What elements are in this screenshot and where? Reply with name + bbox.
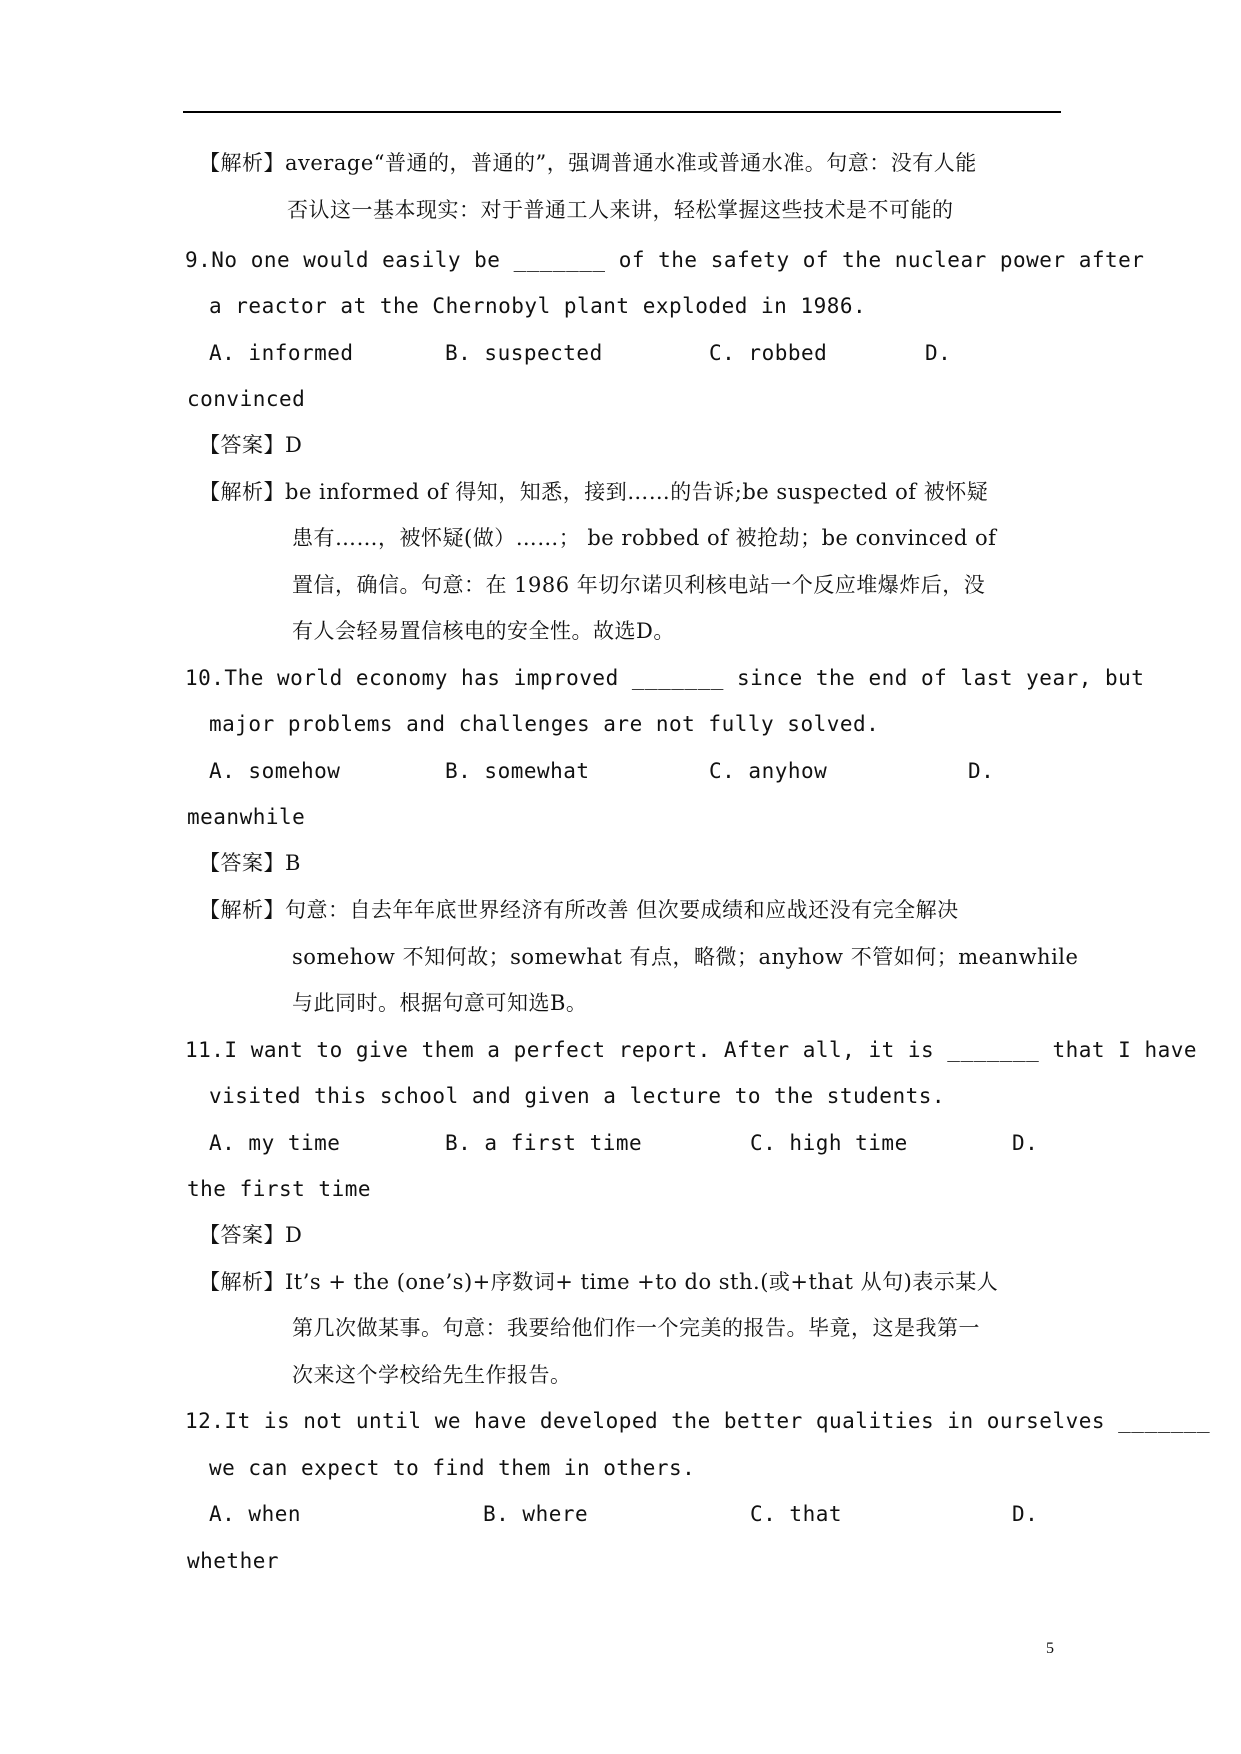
- q12-stem-line1: 12.It is not until we have developed the better qualities in ourselves _______: [185, 1409, 1211, 1433]
- q9-answer: 【答案】D: [199, 433, 303, 457]
- q10-option-c: C. anyhow: [709, 759, 828, 783]
- q10-option-d-text: meanwhile: [187, 805, 306, 829]
- q10-option-a: A. somehow: [209, 759, 341, 783]
- q11-option-a: A. my time: [209, 1131, 341, 1155]
- q9-option-b: B. suspected: [445, 341, 603, 365]
- q8-explanation-line1: 【解析】average“普通的，普通的”，强调普通水准或普通水准。句意：没有人能: [199, 151, 977, 175]
- q10-answer: 【答案】B: [199, 851, 301, 875]
- q9-stem-line2: a reactor at the Chernobyl plant exploded in 1986.: [209, 294, 867, 318]
- q11-stem-line2: visited this school and given a lecture to the students.: [209, 1084, 946, 1108]
- q12-option-b: B. where: [483, 1502, 589, 1526]
- q12-stem-line2: we can expect to find them in others.: [209, 1456, 696, 1480]
- q9-option-a: A. informed: [209, 341, 354, 365]
- q11-option-b: B. a first time: [445, 1131, 643, 1155]
- q12-option-d: D.: [1012, 1502, 1039, 1526]
- q12-option-d-text: whether: [187, 1549, 280, 1573]
- q11-option-d: D.: [1012, 1131, 1039, 1155]
- q10-option-d: D.: [968, 759, 995, 783]
- q9-explanation-line2: 患有……，被怀疑(做）……； be robbed of 被抢劫；be convinced of: [292, 526, 997, 550]
- q11-explanation-line3: 次来这个学校给先生作报告。: [292, 1363, 572, 1387]
- q10-explanation-line1: 【解析】句意：自去年年底世界经济有所改善 但次要成绩和应战还没有完全解决: [199, 898, 959, 922]
- q11-answer: 【答案】D: [199, 1223, 303, 1247]
- q12-option-c: C. that: [750, 1502, 843, 1526]
- q8-explanation-line2: 否认这一基本现实：对于普通工人来讲，轻松掌握这些技术是不可能的: [287, 198, 954, 222]
- q9-explanation-line3: 置信，确信。句意：在 1986 年切尔诺贝利核电站一个反应堆爆炸后，没: [292, 573, 986, 597]
- q11-explanation-line1: 【解析】It’s + the (one’s)+序数词+ time +to do sth.(或+that 从句)表示某人: [199, 1270, 999, 1294]
- q9-option-d: D.: [925, 341, 952, 365]
- q11-stem-line1: 11.I want to give them a perfect report. After all, it is _______ that I have: [185, 1038, 1198, 1062]
- q11-option-d-text: the first time: [187, 1177, 372, 1201]
- q10-option-b: B. somewhat: [445, 759, 590, 783]
- q10-explanation-line3: 与此同时。根据句意可知选B。: [292, 991, 588, 1015]
- q9-option-c: C. robbed: [709, 341, 828, 365]
- page-number: 5: [1046, 1640, 1054, 1657]
- q12-option-a: A. when: [209, 1502, 302, 1526]
- q9-explanation-line1: 【解析】be informed of 得知，知悉，接到……的告诉;be suspected of 被怀疑: [199, 480, 989, 504]
- q10-stem-line2: major problems and challenges are not fully solved.: [209, 712, 880, 736]
- q11-option-c: C. high time: [750, 1131, 908, 1155]
- q9-option-d-text: convinced: [187, 387, 306, 411]
- header-rule: [183, 111, 1061, 113]
- q9-explanation-line4: 有人会轻易置信核电的安全性。故选D。: [292, 619, 675, 643]
- q10-explanation-line2: somehow 不知何故；somewhat 有点，略微；anyhow 不管如何；meanwhile: [292, 945, 1079, 969]
- q9-stem-line1: 9.No one would easily be _______ of the safety of the nuclear power after: [185, 248, 1145, 272]
- q10-stem-line1: 10.The world economy has improved _______ since the end of last year, but: [185, 666, 1145, 690]
- q11-explanation-line2: 第几次做某事。句意：我要给他们作一个完美的报告。毕竟，这是我第一: [292, 1316, 980, 1340]
